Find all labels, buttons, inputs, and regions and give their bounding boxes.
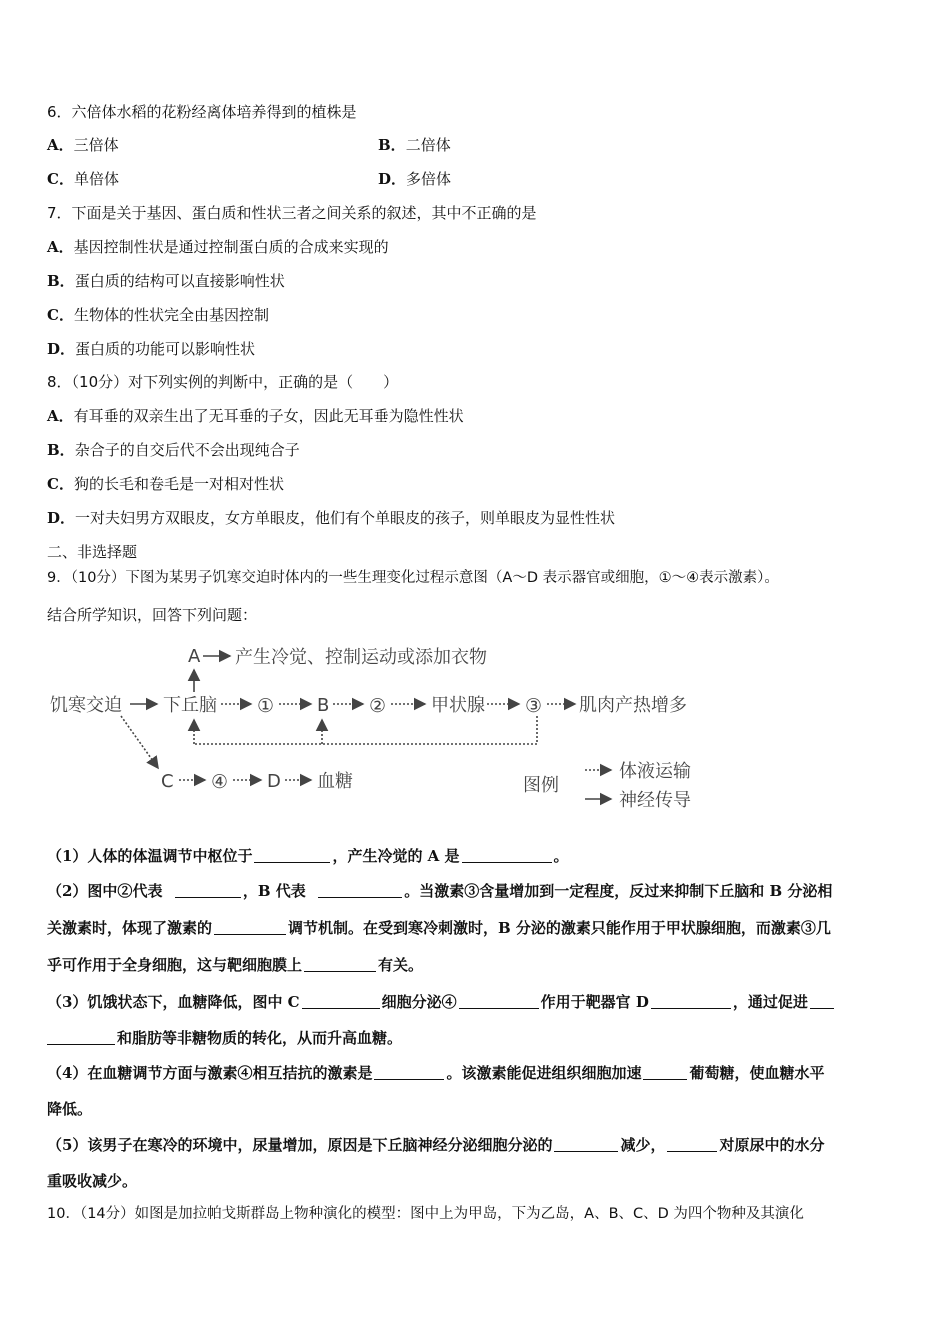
hormone-2: ② [369,695,387,717]
text: 乎可作用于全身细胞，这与靶细胞膜上 [47,956,303,974]
q9-part3-line1 [47,991,836,1013]
option-text: 有耳垂的双亲生出了无耳垂的子女，因此无耳垂为隐性性状 [73,407,464,425]
q8-option-a [47,405,464,427]
option-text: 基因控制性状是通过控制蛋白质的合成来实现的 [73,238,389,256]
q9-part2-line3 [47,954,423,976]
text: 和脂肪等非糖物质的转化，从而升高血糖。 [117,1029,403,1047]
answer-blank[interactable] [304,956,376,972]
q9-stem-line1: 9．（10分）下图为某男子饥寒交迫时体内的一些生理变化过程示意图（A～D 表示器官或细胞，①～④表示激素）。 [47,570,779,586]
answer-blank[interactable] [374,1064,444,1080]
q9-stem-line2: 结合所学知识，回答下列问题： [47,606,258,624]
arrow-start-to-c [121,716,158,768]
q7-option-c [47,304,269,326]
hormone-4: ④ [211,771,229,793]
option-text: 二倍体 [405,136,451,154]
q6-option-c [47,168,119,190]
node-c: C [161,771,174,792]
node-b: B [317,695,330,716]
legend-title: 图例 [523,775,559,796]
option-text: 单倍体 [73,170,119,188]
a-output-label: 产生冷觉、控制运动或添加衣物 [235,647,487,668]
answer-blank[interactable] [214,919,286,935]
text: 。该激素能促进组织细胞加速 [446,1064,642,1082]
text: 有关。 [378,956,424,974]
answer-blank[interactable] [554,1136,618,1152]
q7-option-d [47,338,255,360]
q7-option-b [47,270,285,292]
feedback-line [194,716,537,744]
option-text: 蛋白质的功能可以影响性状 [75,340,256,358]
answer-blank[interactable] [651,993,731,1009]
option-key: B． [47,272,75,290]
answer-blank[interactable] [47,1029,115,1045]
q8-option-b [47,439,300,461]
text: 葡萄糖，使血糖水平 [689,1064,825,1082]
q6-option-d [378,168,451,190]
answer-blank[interactable] [254,847,330,863]
option-key: A． [47,238,74,256]
legend-fluid-label: 体液运输 [619,761,691,782]
section-heading: 二、非选择题 [47,543,138,561]
option-key: C． [47,170,74,188]
option-text: 狗的长毛和卷毛是一对相对性状 [73,475,284,493]
text: 。 [553,847,569,865]
option-text: 杂合子的自交后代不会出现纯合子 [74,441,300,459]
node-hypothalamus: 下丘脑 [163,695,217,716]
q10-stem: 10．（14分）如图是加拉帕戈斯群岛上物种演化的模型：图中上为甲岛，下为乙岛，A、B、C、D 为四个物种及其演化 [47,1206,804,1222]
q7-option-a [47,236,389,258]
node-a: A [188,646,201,667]
option-key: A． [47,407,74,425]
text: 作用于靶器官 D [540,993,649,1011]
option-key: C． [47,475,74,493]
node-start: 饥寒交迫 [50,695,122,716]
answer-blank[interactable] [175,882,241,898]
node-glucose: 血糖 [317,771,353,792]
option-key: D． [378,170,407,188]
option-key: D． [47,340,76,358]
hormone-3: ③ [525,695,543,717]
q6-stem: 6．六倍体水稻的花粉经离体培养得到的植株是 [47,103,357,121]
q9-part2-line1 [47,880,832,902]
text: （1）人体的体温调节中枢位于 [47,847,253,865]
q8-stem: 8．（10分）对下列实例的判断中，正确的是（ ） [47,373,399,391]
q9-part5-line2: 重吸收减少。 [47,1172,138,1190]
answer-blank[interactable] [643,1064,687,1080]
q9-part4-line1 [47,1062,824,1084]
physiology-diagram [45,636,705,821]
hormone-1: ① [257,695,275,717]
text: （2）图中②代表 [47,882,163,900]
q6-option-a [47,134,119,156]
q9-part2-line2 [47,917,831,939]
answer-blank[interactable] [667,1136,717,1152]
answer-blank[interactable] [302,993,380,1009]
text: （4）在血糖调节方面与激素④相互拮抗的激素是 [47,1064,373,1082]
node-thyroid: 甲状腺 [431,695,485,716]
text: 关激素时，体现了激素的 [47,919,213,937]
q6-option-b [378,134,451,156]
text: 。当激素③含量增加到一定程度，反过来抑制下丘脑和 B 分泌相 [404,882,833,900]
q9-part3-line2 [47,1027,402,1049]
option-text: 多倍体 [406,170,452,188]
option-key: D． [47,509,76,527]
text: 减少， [620,1136,666,1154]
node-muscle: 肌肉产热增多 [579,695,687,716]
option-key: B． [378,136,406,154]
q8-option-d [47,507,615,529]
text: 细胞分泌④ [381,993,457,1011]
option-text: 生物体的性状完全由基因控制 [73,306,269,324]
option-key: B． [47,441,75,459]
text: ，B 代表 [242,882,306,900]
option-text: 一对夫妇男方双眼皮，女方单眼皮，他们有个单眼皮的孩子，则单眼皮为显性性状 [75,509,616,527]
answer-blank[interactable] [459,993,539,1009]
q7-stem: 7．下面是关于基因、蛋白质和性状三者之间关系的叙述，其中不正确的是 [47,204,537,222]
option-text: 三倍体 [73,136,119,154]
answer-blank[interactable] [810,993,834,1009]
legend-nerve-label: 神经传导 [619,790,691,811]
q9-part4-line2: 降低。 [47,1100,93,1118]
text: （5）该男子在寒冷的环境中，尿量增加，原因是下丘脑神经分泌细胞分泌的 [47,1136,553,1154]
option-key: C． [47,306,74,324]
text: 调节机制。在受到寒冷刺激时，B 分泌的激素只能作用于甲状腺细胞，而激素③几 [288,919,831,937]
option-text: 蛋白质的结构可以直接影响性状 [74,272,285,290]
text: ，产生冷觉的 A 是 [332,847,460,865]
text: （3）饥饿状态下，血糖降低，图中 C [47,993,300,1011]
q8-option-c [47,473,284,495]
answer-blank[interactable] [318,882,402,898]
text: ，通过促进 [732,993,808,1011]
q9-part5-line1 [47,1134,824,1156]
option-key: A． [47,136,74,154]
answer-blank[interactable] [462,847,552,863]
text: 对原尿中的水分 [719,1136,825,1154]
q9-part1 [47,845,569,867]
node-d: D [267,771,281,792]
